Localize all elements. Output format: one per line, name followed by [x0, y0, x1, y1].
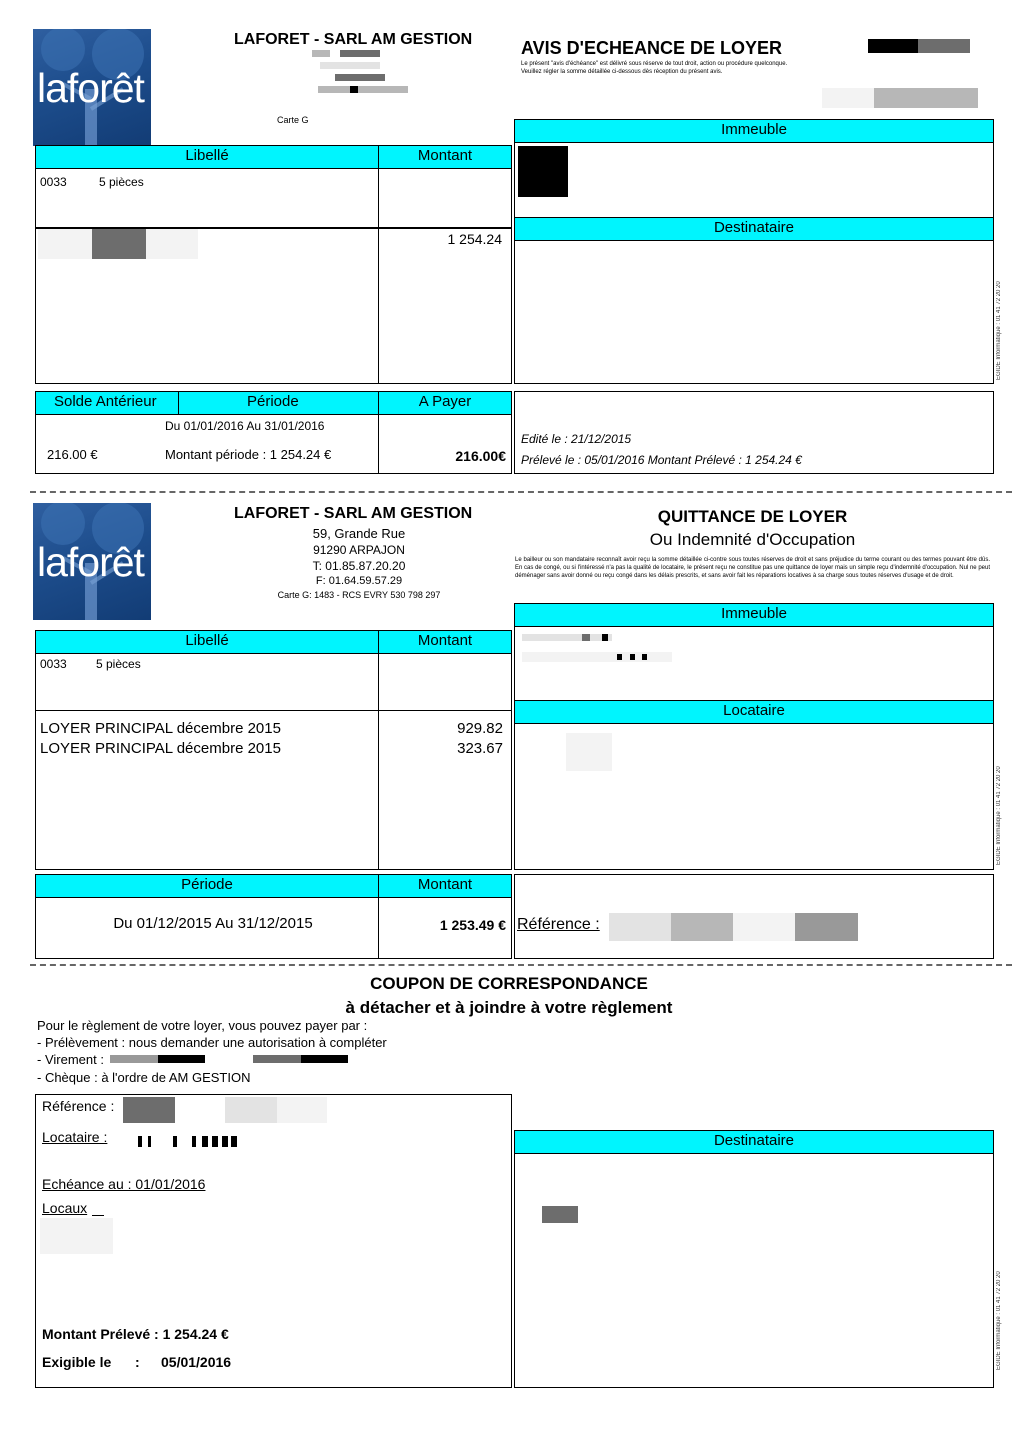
redacted-block — [918, 39, 970, 53]
libelle-cell — [35, 653, 379, 711]
coupon-title: COUPON DE CORRESPONDANCE — [370, 974, 648, 993]
laforet-logo — [33, 503, 151, 620]
periode-range: Du 01/01/2016 Au 31/01/2016 — [165, 419, 325, 433]
montant-header: Montant — [378, 145, 512, 169]
montant-preleve: Montant Prélevé : 1 254.24 € — [42, 1326, 229, 1342]
redacted-address — [522, 634, 672, 670]
immeuble-header: Immeuble — [514, 119, 994, 143]
redacted-block — [92, 229, 146, 259]
cut-line — [30, 964, 1012, 966]
montant-cell — [378, 653, 512, 711]
redacted-block — [277, 1097, 327, 1123]
line-label: LOYER PRINCIPAL décembre 2015 — [40, 720, 281, 737]
immeuble-cell — [514, 142, 994, 218]
apayer-value: 216.00€ — [455, 448, 506, 464]
libelle-header: Libellé — [35, 145, 379, 169]
carte-label: Carte G — [277, 115, 309, 125]
redacted-block — [110, 1055, 158, 1063]
notice-line2: Veuillez régler la somme détaillée ci-dessous dès réception du présent avis. — [521, 69, 723, 75]
montant-header: Montant — [378, 874, 512, 898]
periode-range: Du 01/12/2015 Au 31/12/2015 — [113, 915, 313, 932]
reference-label: Référence : — [517, 916, 600, 933]
locaux-label: Locaux — [42, 1200, 88, 1216]
redacted-block — [822, 88, 874, 108]
logo-text: laforêt — [37, 539, 144, 585]
solde-value: 216.00 € — [47, 447, 98, 462]
redacted-block — [795, 913, 858, 941]
payment-option-virement: - Virement : — [37, 1052, 104, 1067]
cut-line — [30, 491, 1012, 493]
locaux-underline — [92, 1215, 104, 1216]
redacted-block — [38, 229, 92, 259]
line-amount: 323.67 — [457, 740, 503, 757]
redacted-block — [146, 229, 198, 259]
side-credit: EGIDE Informatique : 01 41 72 20 20 — [996, 1271, 1002, 1370]
legal-text: Le bailleur ou son mandataire reconnaît avoir reçu la somme détaillée ci-contre sous toutes réserves de droit et sans préjudice du terme courant ou des termes pouvant être dûs. En cas de congé, ou si l'intéressé n'a pas la qualité de locataire, le présent reçu ne constitue pas une quittance de loyer mais un simple reçu d'indemnité d'occupation. Nul ne peut déménager sans avoir donné ou reçu congé dans les délais prescrits, et sans avoir fait les réparations locatives à sa charge sous toutes réserves d'usage et de droit. — [515, 557, 990, 579]
side-credit: EGIDE Informatique : 01 41 72 20 20 — [996, 281, 1002, 380]
destinataire-header: Destinataire — [514, 1130, 994, 1154]
montant-header: Montant — [378, 630, 512, 654]
lot-type: 5 pièces — [96, 657, 141, 671]
notice-line1: Le présent "avis d'échéance" est délivré sous réserve de tout droit, action ou procédure quelconque. — [521, 61, 788, 67]
address-line1: 59, Grande Rue — [312, 526, 406, 541]
payment-option-cheque: - Chèque : à l'ordre de AM GESTION — [37, 1070, 251, 1085]
redacted-block — [76, 1218, 113, 1254]
phone: T: 01.85.87.20.20 — [312, 559, 406, 573]
redacted-name — [118, 1136, 238, 1148]
redacted-block — [225, 1097, 277, 1123]
lot-code: 0033 — [40, 175, 67, 189]
payment-option-prelevement: - Prélèvement : nous demander une autorisation à compléter — [37, 1035, 387, 1050]
redacted-address — [310, 50, 420, 100]
laforet-logo — [33, 29, 151, 146]
redacted-block — [566, 733, 612, 771]
redacted-block — [733, 913, 795, 941]
payment-intro: Pour le règlement de votre loyer, vous pouvez payer par : — [37, 1018, 368, 1033]
destinataire-cell — [514, 240, 994, 384]
redacted-block — [868, 39, 918, 53]
quittance-title: QUITTANCE DE LOYER — [657, 507, 848, 526]
echeance-date: Echéance au : 01/01/2016 — [42, 1176, 206, 1192]
total-value: 1 253.49 € — [439, 917, 506, 933]
company-name: LAFORET - SARL AM GESTION — [234, 31, 473, 48]
redacted-block — [158, 1055, 205, 1063]
line-amount: 929.82 — [457, 720, 503, 737]
lot-type: 5 pièces — [99, 175, 144, 189]
destinataire-cell — [514, 1153, 994, 1388]
montant-periode: Montant période : 1 254.24 € — [165, 447, 332, 462]
immeuble-header: Immeuble — [514, 603, 994, 627]
redacted-block — [609, 913, 671, 941]
amount-cell — [378, 227, 512, 384]
carte-label: Carte G: 1483 - RCS EVRY 530 798 297 — [277, 590, 441, 600]
redacted-block — [518, 146, 568, 197]
side-credit: EGIDE Informatique : 01 41 72 20 20 — [996, 766, 1002, 865]
redacted-block — [253, 1055, 301, 1063]
solde-header: Solde Antérieur — [35, 391, 179, 415]
periode-header: Période — [178, 391, 379, 415]
address-line2: 91290 ARPAJON — [313, 543, 405, 557]
line-label: LOYER PRINCIPAL décembre 2015 — [40, 740, 281, 757]
redacted-block — [671, 913, 733, 941]
redacted-block — [40, 1218, 76, 1254]
edite-date: Edité le : 21/12/2015 — [521, 432, 632, 446]
libelle-header: Libellé — [35, 630, 379, 654]
logo-text: laforêt — [37, 65, 144, 111]
locataire-label: Locataire : — [42, 1129, 108, 1145]
redacted-block — [542, 1206, 578, 1223]
fax: F: 01.64.59.57.29 — [315, 575, 403, 587]
avis-title: AVIS D'ECHEANCE DE LOYER — [521, 38, 782, 58]
amount-value: 1 254.24 — [447, 231, 502, 247]
preleve-info: Prélevé le : 05/01/2016 Montant Prélevé : 1 254.24 € — [521, 453, 802, 467]
exigible-label: Exigible le — [42, 1354, 112, 1370]
redacted-block — [874, 88, 978, 108]
redacted-block — [301, 1055, 348, 1063]
locataire-header: Locataire — [514, 700, 994, 724]
redacted-block — [123, 1097, 175, 1123]
libelle-cell — [35, 168, 379, 228]
apayer-header: A Payer — [378, 391, 512, 415]
destinataire-header: Destinataire — [514, 217, 994, 241]
lot-code: 0033 — [40, 657, 67, 671]
periode-header: Période — [35, 874, 379, 898]
coupon-subtitle: à détacher et à joindre à votre règlement — [345, 998, 673, 1017]
quittance-subtitle: Ou Indemnité d'Occupation — [649, 530, 856, 549]
apayer-cell — [378, 414, 512, 474]
company-name: LAFORET - SARL AM GESTION — [234, 505, 473, 522]
reference-label: Référence : — [42, 1098, 115, 1114]
exigible-separator: : — [135, 1354, 140, 1370]
exigible-date: 05/01/2016 — [161, 1354, 232, 1370]
montant-cell — [378, 168, 512, 228]
